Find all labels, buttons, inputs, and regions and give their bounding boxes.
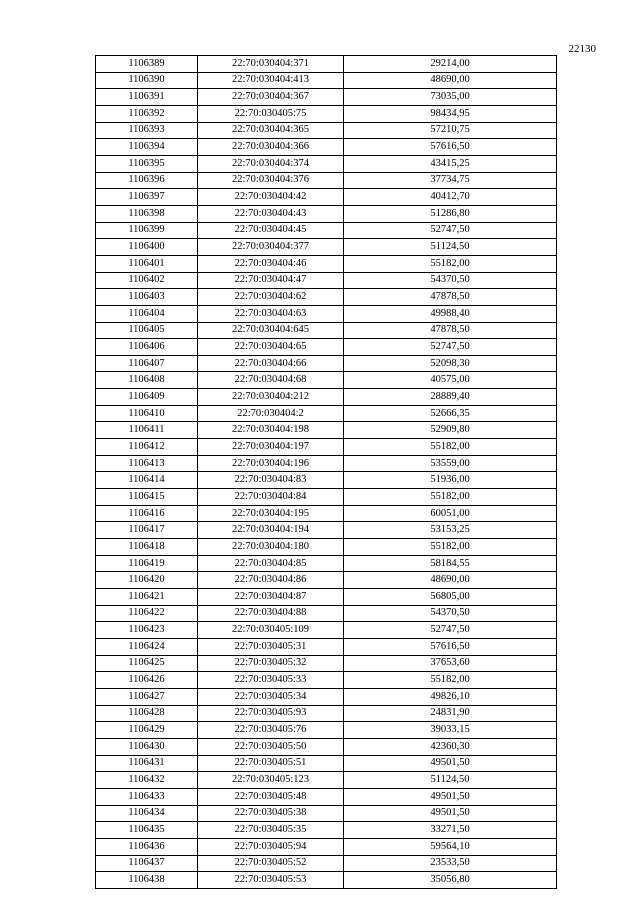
cadastral-number-cell: 22:70:030405:123 — [198, 772, 344, 789]
cadastral-number-cell: 22:70:030405:32 — [198, 655, 344, 672]
table-row — [96, 755, 557, 772]
cadastral-number-cell: 22:70:030404:212 — [198, 389, 344, 406]
row-number-cell: 1106431 — [96, 755, 198, 772]
cadastral-value-cell: 55182,00 — [344, 539, 557, 556]
cadastral-number-cell: 22:70:030404:371 — [198, 56, 344, 73]
table-row — [96, 605, 557, 622]
cadastral-value-cell: 55182,00 — [344, 489, 557, 506]
row-number-cell: 1106418 — [96, 539, 198, 556]
table-row — [96, 272, 557, 289]
table-row — [96, 655, 557, 672]
cadastral-value-cell: 55182,00 — [344, 672, 557, 689]
cadastral-number-cell: 22:70:030404:413 — [198, 72, 344, 89]
row-number-cell: 1106422 — [96, 605, 198, 622]
cadastral-value-cell: 51124,50 — [344, 239, 557, 256]
row-number-cell: 1106434 — [96, 805, 198, 822]
table-row — [96, 589, 557, 606]
cadastral-value-cell: 48690,00 — [344, 72, 557, 89]
table-row — [96, 322, 557, 339]
table-row — [96, 772, 557, 789]
row-number-cell: 1106420 — [96, 572, 198, 589]
table-row — [96, 572, 557, 589]
cadastral-value-cell: 47878,50 — [344, 322, 557, 339]
row-number-cell: 1106424 — [96, 638, 198, 655]
row-number-cell: 1106395 — [96, 155, 198, 172]
table-row — [96, 289, 557, 306]
table-row — [96, 522, 557, 539]
row-number-cell: 1106433 — [96, 788, 198, 805]
table-row — [96, 688, 557, 705]
cadastral-value-cell: 49501,50 — [344, 805, 557, 822]
table-row — [96, 155, 557, 172]
row-number-cell: 1106415 — [96, 489, 198, 506]
cadastral-value-cell: 59564,10 — [344, 838, 557, 855]
row-number-cell: 1106412 — [96, 439, 198, 456]
cadastral-number-cell: 22:70:030404:365 — [198, 122, 344, 139]
cadastral-value-cell: 48690,00 — [344, 572, 557, 589]
table-row — [96, 355, 557, 372]
row-number-cell: 1106436 — [96, 838, 198, 855]
cadastral-number-cell: 22:70:030405:109 — [198, 622, 344, 639]
cadastral-number-cell: 22:70:030404:180 — [198, 539, 344, 556]
cadastral-value-cell: 39033,15 — [344, 722, 557, 739]
cadastral-value-cell: 98434,95 — [344, 105, 557, 122]
cadastral-value-cell: 52909,80 — [344, 422, 557, 439]
cadastral-value-cell: 58184,55 — [344, 555, 557, 572]
cadastral-number-cell: 22:70:030405:94 — [198, 838, 344, 855]
cadastral-value-cell: 51124,50 — [344, 772, 557, 789]
cadastral-value-cell: 51936,00 — [344, 472, 557, 489]
table-row — [96, 372, 557, 389]
table-row — [96, 105, 557, 122]
cadastral-value-cell: 33271,50 — [344, 822, 557, 839]
row-number-cell: 1106435 — [96, 822, 198, 839]
row-number-cell: 1106400 — [96, 239, 198, 256]
row-number-cell: 1106416 — [96, 505, 198, 522]
row-number-cell: 1106437 — [96, 855, 198, 872]
row-number-cell: 1106390 — [96, 72, 198, 89]
cadastral-number-cell: 22:70:030404:85 — [198, 555, 344, 572]
cadastral-number-cell: 22:70:030404:366 — [198, 139, 344, 156]
cadastral-number-cell: 22:70:030405:31 — [198, 638, 344, 655]
table-row — [96, 255, 557, 272]
table-row — [96, 539, 557, 556]
table-row — [96, 872, 557, 889]
cadastral-number-cell: 22:70:030405:38 — [198, 805, 344, 822]
row-number-cell: 1106421 — [96, 589, 198, 606]
cadastral-number-cell: 22:70:030404:645 — [198, 322, 344, 339]
cadastral-value-cell: 56805,00 — [344, 589, 557, 606]
row-number-cell: 1106397 — [96, 189, 198, 206]
cadastral-number-cell: 22:70:030404:62 — [198, 289, 344, 306]
cadastral-value-cell: 52747,50 — [344, 339, 557, 356]
row-number-cell: 1106414 — [96, 472, 198, 489]
cadastral-value-cell: 57210,75 — [344, 122, 557, 139]
cadastral-value-cell: 49988,40 — [344, 305, 557, 322]
cadastral-value-cell: 55182,00 — [344, 255, 557, 272]
table-row — [96, 555, 557, 572]
cadastral-value-cell: 57616,50 — [344, 139, 557, 156]
cadastral-number-cell: 22:70:030404:196 — [198, 455, 344, 472]
row-number-cell: 1106409 — [96, 389, 198, 406]
row-number-cell: 1106399 — [96, 222, 198, 239]
table-row — [96, 455, 557, 472]
table-row — [96, 305, 557, 322]
row-number-cell: 1106430 — [96, 738, 198, 755]
row-number-cell: 1106413 — [96, 455, 198, 472]
row-number-cell: 1106398 — [96, 205, 198, 222]
cadastral-value-cell: 54370,50 — [344, 605, 557, 622]
row-number-cell: 1106404 — [96, 305, 198, 322]
table-row — [96, 722, 557, 739]
table-body — [96, 56, 557, 889]
cadastral-number-cell: 22:70:030405:52 — [198, 855, 344, 872]
table-row — [96, 472, 557, 489]
row-number-cell: 1106396 — [96, 172, 198, 189]
cadastral-value-table — [95, 55, 557, 889]
cadastral-value-cell: 42360,30 — [344, 738, 557, 755]
cadastral-value-cell: 53559,00 — [344, 455, 557, 472]
cadastral-value-cell: 52747,50 — [344, 622, 557, 639]
table-row — [96, 738, 557, 755]
cadastral-value-cell: 37653,60 — [344, 655, 557, 672]
table-row — [96, 705, 557, 722]
cadastral-value-cell: 40575,00 — [344, 372, 557, 389]
cadastral-value-cell: 54370,50 — [344, 272, 557, 289]
row-number-cell: 1106419 — [96, 555, 198, 572]
table-row — [96, 672, 557, 689]
cadastral-number-cell: 22:70:030404:66 — [198, 355, 344, 372]
cadastral-value-cell: 73035,00 — [344, 89, 557, 106]
cadastral-number-cell: 22:70:030405:93 — [198, 705, 344, 722]
cadastral-number-cell: 22:70:030405:35 — [198, 822, 344, 839]
cadastral-value-cell: 43415,25 — [344, 155, 557, 172]
row-number-cell: 1106401 — [96, 255, 198, 272]
cadastral-number-cell: 22:70:030405:53 — [198, 872, 344, 889]
cadastral-value-cell: 23533,50 — [344, 855, 557, 872]
row-number-cell: 1106425 — [96, 655, 198, 672]
cadastral-number-cell: 22:70:030404:195 — [198, 505, 344, 522]
table-row — [96, 805, 557, 822]
cadastral-number-cell: 22:70:030405:75 — [198, 105, 344, 122]
table-row — [96, 822, 557, 839]
table-row — [96, 405, 557, 422]
row-number-cell: 1106389 — [96, 56, 198, 73]
table-row — [96, 89, 557, 106]
table-row — [96, 172, 557, 189]
cadastral-value-cell: 24831,90 — [344, 705, 557, 722]
cadastral-value-cell: 29214,00 — [344, 56, 557, 73]
cadastral-value-cell: 60051,00 — [344, 505, 557, 522]
row-number-cell: 1106411 — [96, 422, 198, 439]
cadastral-value-cell: 37734,75 — [344, 172, 557, 189]
cadastral-value-cell: 51286,80 — [344, 205, 557, 222]
row-number-cell: 1106432 — [96, 772, 198, 789]
row-number-cell: 1106405 — [96, 322, 198, 339]
row-number-cell: 1106402 — [96, 272, 198, 289]
row-number-cell: 1106393 — [96, 122, 198, 139]
table-row — [96, 72, 557, 89]
table-row — [96, 855, 557, 872]
cadastral-number-cell: 22:70:030404:198 — [198, 422, 344, 439]
table-row — [96, 838, 557, 855]
row-number-cell: 1106392 — [96, 105, 198, 122]
cadastral-number-cell: 22:70:030404:68 — [198, 372, 344, 389]
table-row — [96, 239, 557, 256]
cadastral-value-cell: 28889,40 — [344, 389, 557, 406]
cadastral-number-cell: 22:70:030405:33 — [198, 672, 344, 689]
row-number-cell: 1106391 — [96, 89, 198, 106]
table-row — [96, 139, 557, 156]
cadastral-number-cell: 22:70:030404:45 — [198, 222, 344, 239]
row-number-cell: 1106410 — [96, 405, 198, 422]
cadastral-number-cell: 22:70:030404:197 — [198, 439, 344, 456]
cadastral-number-cell: 22:70:030404:84 — [198, 489, 344, 506]
cadastral-number-cell: 22:70:030404:47 — [198, 272, 344, 289]
cadastral-value-cell: 49826,10 — [344, 688, 557, 705]
cadastral-value-cell: 35056,80 — [344, 872, 557, 889]
cadastral-value-cell: 49501,50 — [344, 755, 557, 772]
table-row — [96, 189, 557, 206]
page-number: 22130 — [568, 43, 596, 55]
cadastral-number-cell: 22:70:030405:51 — [198, 755, 344, 772]
cadastral-number-cell: 22:70:030405:50 — [198, 738, 344, 755]
row-number-cell: 1106423 — [96, 622, 198, 639]
row-number-cell: 1106427 — [96, 688, 198, 705]
cadastral-number-cell: 22:70:030405:34 — [198, 688, 344, 705]
cadastral-number-cell: 22:70:030404:63 — [198, 305, 344, 322]
cadastral-value-cell: 55182,00 — [344, 439, 557, 456]
row-number-cell: 1106407 — [96, 355, 198, 372]
cadastral-number-cell: 22:70:030404:377 — [198, 239, 344, 256]
cadastral-value-cell: 49501,50 — [344, 788, 557, 805]
cadastral-value-cell: 52098,30 — [344, 355, 557, 372]
cadastral-number-cell: 22:70:030404:376 — [198, 172, 344, 189]
cadastral-number-cell: 22:70:030404:2 — [198, 405, 344, 422]
cadastral-number-cell: 22:70:030404:43 — [198, 205, 344, 222]
cadastral-number-cell: 22:70:030405:48 — [198, 788, 344, 805]
row-number-cell: 1106408 — [96, 372, 198, 389]
cadastral-value-cell: 52666,35 — [344, 405, 557, 422]
table-row — [96, 638, 557, 655]
table-row — [96, 788, 557, 805]
row-number-cell: 1106394 — [96, 139, 198, 156]
table-row — [96, 439, 557, 456]
cadastral-number-cell: 22:70:030404:367 — [198, 89, 344, 106]
table-row — [96, 505, 557, 522]
cadastral-number-cell: 22:70:030404:65 — [198, 339, 344, 356]
cadastral-number-cell: 22:70:030404:86 — [198, 572, 344, 589]
cadastral-number-cell: 22:70:030404:46 — [198, 255, 344, 272]
cadastral-number-cell: 22:70:030404:88 — [198, 605, 344, 622]
cadastral-value-cell: 40412,70 — [344, 189, 557, 206]
cadastral-number-cell: 22:70:030404:194 — [198, 522, 344, 539]
cadastral-number-cell: 22:70:030404:87 — [198, 589, 344, 606]
cadastral-value-cell: 57616,50 — [344, 638, 557, 655]
table-row — [96, 422, 557, 439]
row-number-cell: 1106403 — [96, 289, 198, 306]
cadastral-number-cell: 22:70:030405:76 — [198, 722, 344, 739]
cadastral-value-cell: 52747,50 — [344, 222, 557, 239]
row-number-cell: 1106417 — [96, 522, 198, 539]
cadastral-number-cell: 22:70:030404:374 — [198, 155, 344, 172]
cadastral-value-cell: 47878,50 — [344, 289, 557, 306]
table-row — [96, 56, 557, 73]
row-number-cell: 1106406 — [96, 339, 198, 356]
table-row — [96, 622, 557, 639]
row-number-cell: 1106429 — [96, 722, 198, 739]
table-row — [96, 339, 557, 356]
row-number-cell: 1106438 — [96, 872, 198, 889]
row-number-cell: 1106428 — [96, 705, 198, 722]
cadastral-value-cell: 53153,25 — [344, 522, 557, 539]
table-row — [96, 222, 557, 239]
table-row — [96, 122, 557, 139]
table-row — [96, 389, 557, 406]
row-number-cell: 1106426 — [96, 672, 198, 689]
cadastral-number-cell: 22:70:030404:83 — [198, 472, 344, 489]
table-row — [96, 489, 557, 506]
table-row — [96, 205, 557, 222]
cadastral-number-cell: 22:70:030404:42 — [198, 189, 344, 206]
